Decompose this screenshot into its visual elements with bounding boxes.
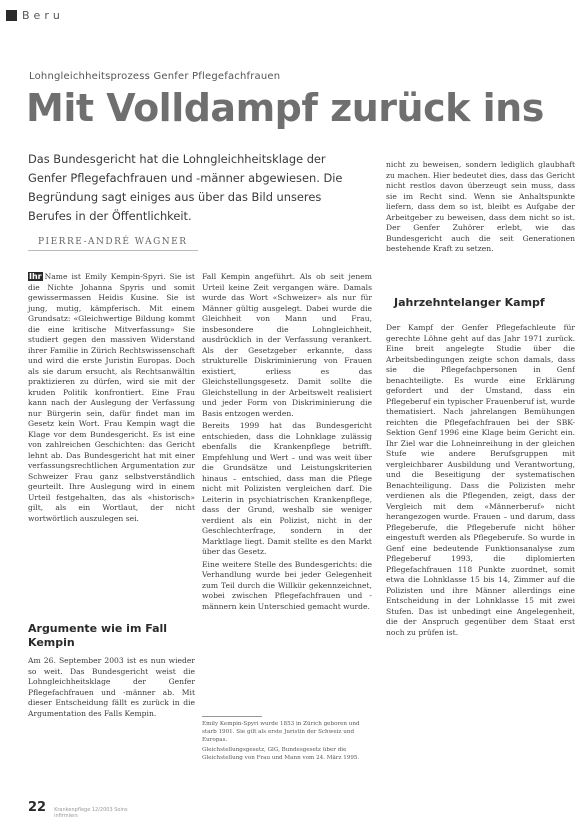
page-number: 22	[28, 800, 47, 815]
journal-reference: Krankenpflege 12/2003 Soins infirmiers	[54, 807, 128, 819]
article-kicker: Lohngleichheitsprozess Genfer Pflegefachfrauen	[29, 71, 281, 82]
section-label: Beru	[22, 8, 64, 22]
body-column-3	[386, 323, 575, 788]
body-column-1-bottom	[28, 656, 195, 768]
byline-divider	[28, 250, 198, 251]
body-paragraph: Eine weitere Stelle des Bundesgerichts: die Verhandlung wurde bei jeder Gelegenheit zum Teil durch die Willkür gekennzeichnet, wobei zwischen Pflegefachfrauen und -männern kein Unterschied gemacht wurde.	[202, 559, 372, 611]
article-headline: Mit Volldampf zurück ins	[26, 86, 544, 130]
drop-cap: Ihr	[29, 272, 42, 281]
headline-container	[26, 86, 575, 134]
footnote: Gleichstellungsgesetz, GlG, Bundesgesetz über die Gleichstellung von Frau und Mann vom 24. März 1995.	[202, 747, 360, 761]
section-header	[6, 8, 64, 22]
page-footer	[28, 800, 144, 819]
body-text: Name ist Emily Kempin-Spyri. Sie ist die Nichte Johanna Spyris und somit gewissermassen Heidis Kusine. Sie ist jung, mutig, kämpferisch. Mit einem Grundsatz: «Gleichwertige Bildung kommt die eine kritische Mitverfassung» Sie studiert gegen den massiven Widerstand ihrer Familie in Zürich Rechtswissenschaft und wird die erste Juristin Europas. Doch als sie darum ersucht, als Rechtsanwältin praktizieren zu dürfen, wird sie mit der kruden Politik konfrontiert. Eine Frau kann nach der Auslegung der Verfassung nur Bürgerin sein, dafür findet man im Gesetz kein Wort. Frau Kempin wagt die Klage vor dem Bundesgericht. Es ist eine von zahlreichen Geschichten: das Gericht lehnt ab. Das Bundesgericht hat mit einer verfassungsrechtlichen Argumentation zur Schweizer Frau ganz selbstverständlich geurteilt. Ihre Auslegung wird in einem Urteil festgehalten, das als «historisch» gilt, als ein Wortlaut, der nicht wortwörtlich auszulegen sei.	[28, 272, 195, 523]
body-paragraph: Bereits 1999 hat das Bundesgericht entschieden, dass die Lohnklage zulässig ebenfalls die Krankenpflege betrifft. Empfehlung und Wert – und was weit über die Grundsätze und Leistungskriterien hinaus – entschied, dass man die Pflege nicht mit Polizisten vergleichen darf. Die Leiterin in psychiatrischen Krankenpflege, dass der Grund, weshalb sie weniger verdient als ein Polizist, nicht in der Geschlechterfrage, sondern in der Marktlage liegt. Damit stellte es den Markt über das Gesetz.	[202, 421, 372, 556]
footnote: Emily Kempin-Spyri wurde 1853 in Zürich geboren und starb 1901. Sie gilt als erste Juristin der Schweiz und Europas.	[202, 721, 360, 743]
body-paragraph: nicht zu beweisen, sondern lediglich glaubhaft zu machen. Hier bedeutet dies, dass das Gericht nicht restlos davon überzeugt sein muss, dass sie im Recht sind. Wenn sie Anhaltspunkte liefern, dass dem so ist, bleibt es Aufgabe der Arbeitgeber zu beweisen, dass dem nicht so ist. Der Genfer Zuhörer erlebt, wie das Bundesgericht auch die seit Generationen bestehende Kraft zu setzen.	[386, 160, 575, 253]
section-marker-icon	[6, 10, 17, 21]
footnote-divider	[202, 716, 262, 717]
article-lead: Das Bundesgericht hat die Lohngleichheitsklage der Genfer Pflegefachfrauen und -männer abgewiesen. Die Begründung sagt einiges aus über das Bild unseres Berufes in der Öffentlichkeit.	[28, 152, 343, 223]
body-column-3-top	[386, 160, 575, 284]
body-paragraph: Der Kampf der Genfer Pflegefachleute für gerechte Löhne geht auf das Jahr 1971 zurück. Eine breit angelegte Studie über die Arbeitsbedingungen zeigte schon damals, dass sie die Pflegefachpersonen in Genf benachteiligte. Es wurde eine Erklärung gefordert und der Umstand, dass ein Pflegeberuf ein typischer Frauenberuf ist, wurde thematisiert. Nach jahrelangen Bemühungen reichten die Pflegefachfrauen bei der SBK-Sektion Genf 1996 eine Klage beim Gericht ein. Ihr Ziel war die Lohneinreihung in der gleichen Stufe wie andere Berufsgruppen mit vergleichbarer Ausbildung und Verantwortung, und die Beseitigung der systematischen Benachteiligung. Dass die Polizisten mehr verdienen als die Pflegenden, zeigt, dass der Vergleich mit dem «Männerberuf» nicht herangezogen wurde. Frauen – und darum, dass Pflegeberufe, die Pflegeberufe nicht höher eingestuft werden als Pflegeberufe. So wurde in Genf eine bedeutende Funktionsanalyse zum Pflegeberuf 1993, die diplomierten Pflegefachfrauen 118 Punkte zuordnet, somit etwa die Lohnklasse 15 bis 14, Zimmer auf die Polizisten und ihre Männer allerdings eine Entscheidung in der Lohnklasse 15 mit zwei Stufen. Das ist unbedingt eine Angelegenheit, die der Anspruch gegenüber dem Staat erst noch zu prüfen ist.	[386, 323, 575, 637]
body-paragraph	[28, 272, 195, 524]
body-column-1	[28, 272, 195, 602]
body-column-2	[202, 272, 372, 611]
footnotes	[202, 720, 372, 764]
article-byline: PIERRE-ANDRÉ WAGNER	[38, 237, 188, 247]
subheading-argumente: Argumente wie im Fall Kempin	[28, 622, 168, 649]
subheading-kampf: Jahrzehntelanger Kampf	[394, 296, 545, 309]
body-paragraph: Am 26. September 2003 ist es nun wieder so weit. Das Bundesgericht weist die Lohngleichheitsklage der Genfer Pflegefachfrauen und -männer ab. Mit dieser Entscheidung fällt es zurück in die Argumentation des Falls Kempin.	[28, 656, 195, 718]
body-paragraph: Fall Kempin angeführt. Als ob seit jenem Urteil keine Zeit vergangen wäre. Damals wurde das Wort «Schweizer» als nur für Männer gültig ausgelegt. Dabei wurde die Gleichheit von Mann und Frau, insbesondere die Lohngleichheit, ausdrücklich in der Verfassung verankert. Als der Gesetzgeber erkannte, dass strukturelle Diskriminierung von Frauen existiert, erliess es das Gleichstellungsgesetz. Damit sollte die Gleichstellung in der Arbeitswelt realisiert und jeder Form von Diskriminierung die Basis entzogen werden.	[202, 272, 372, 418]
